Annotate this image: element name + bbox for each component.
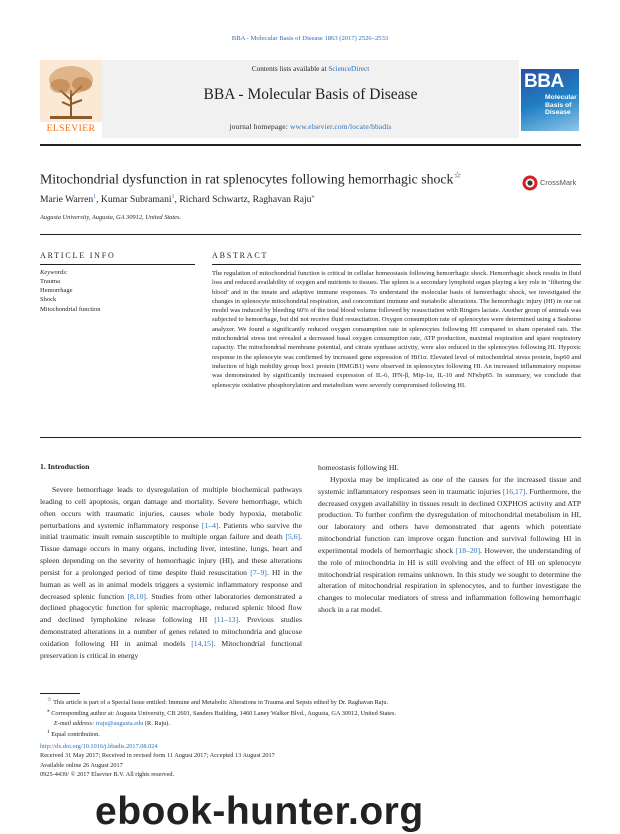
footnote-rule [40,693,80,694]
title-divider [40,234,581,235]
intro-heading: 1. Introduction [40,462,90,471]
online-date: Available online 26 August 2017 [40,761,123,769]
cover-sub-line: Molecular [545,94,577,101]
footnotes [40,696,581,739]
footnote-special-issue: ☆ This article is part of a Special Issue entitled: Immune and Metabolic Alterations in Trauma and Sepsis edited by Dr. Raghavan Raju. [47,697,389,707]
elsevier-logo [40,60,102,138]
citation-link[interactable]: [11–13] [214,615,239,625]
citation-link[interactable]: [5,6] [285,532,301,542]
footnote-equal: $^1$ Equal contribution. [47,729,100,739]
author[interactable]: Marie Warren [40,194,94,206]
publication-info [40,742,275,779]
cover-sub-line: Disease [545,109,571,116]
article-info-rule [40,264,195,265]
contents-line [102,64,519,73]
abstract-heading: ABSTRACT [212,251,269,260]
doi-link[interactable]: http://dx.doi.org/10.1016/j.bbadis.2017.08.024 [40,743,158,750]
cover-sub-line: Basis of [545,101,572,109]
sciencedirect-link[interactable]: ScienceDirect [328,64,370,73]
citation-link[interactable]: [16,17] [502,486,526,496]
abstract-rule [212,264,581,265]
citation-link[interactable]: [7–9] [250,567,267,577]
keywords-list [40,277,100,314]
homepage-prefix: journal homepage: [229,122,291,131]
intro-paragraph: Hypoxia may be implicated as one of the causes for the increased tissue and systemic inflammatory responses seen in traumatic injuries [16,17]. Furthermore, the decreased oxygen availability in tissues result in declined OXPHOS activity and ATP production. To further confirm the dysregulation of mitochondrial metabolism in HI, our laboratory and others have demonstrated that agents which potentiate mitochondrial function can improve organ function and survival following HI in experimental models of hemorrhagic shock [18–20]. However, the understanding of the role of mitochondria in HI is still evolving and the effect of HI on splenocyte mitochondrial respiration remains unknown. In this study we sought to determine the alteration of mitochondrial respiration in splenocytes, and to further investigate the changes to molecular mediators of stress and inflammation following hemorrhagic shock in a rat model. [318,474,581,615]
footnote-corresponding: ⁎ Corresponding author at: Augusta University, CB 2601, Sanders Building, 1460 Laney Walker Blvd., Augusta, GA 30912, United States. [47,708,396,718]
keywords-label: Keywords: [40,269,68,276]
author-separator: , [247,194,253,206]
citation-link[interactable]: [8,10] [127,591,146,601]
abstract-end-rule [40,437,581,438]
keyword: Trauma [40,278,60,285]
homepage-link[interactable]: www.elsevier.com/locate/bbadis [290,122,392,131]
author-mark[interactable]: 1 [171,194,175,200]
homepage-line [102,122,519,131]
author-mark[interactable]: ⁎ [311,194,315,200]
footnote-email: E-mail address: rraju@augusta.edu (R. Raju). [54,719,170,727]
author-list [40,193,314,205]
crossmark-label: CrossMark [540,178,577,187]
journal-citation[interactable]: BBA - Molecular Basis of Disease 1863 (2017) 2526–2533 [231,35,389,42]
abstract-text: The regulation of mitochondrial function is critical in cellular homeostasis following hemorrhagic shock. Hemorrhagic shock results in fluid loss and reduced availability of oxygen and nutrients to tissues. The spleen is a secondary lymphoid organ playing a key role in ‘filtering the blood’ and in the innate and adaptive immune responses. To understand the molecular basis of hemorrhagic shock, we investigated the changes in splenocyte mitochondrial respiration, and concomitant immune and metabolic alterations. The hemorrhagic injury (HI) in our rat model was induced by bleeding 60% of the total blood volume followed by resuscitation with Ringers lactate. Another group of animals was subjected to hemorrhage, but did not receive fluid resuscitation. Oxygen consumption rate of splenocytes were determined using a Seahorse analyzer. We found a significantly reduced oxygen consumption rate in splenocytes following HI compared to sham operated rats. The mitochondrial stress test revealed a decreased basal oxygen consumption rate, ATP production, maximal respiration and spare respiratory capacity. The mitochondrial membrane potential, and citrate synthase activity, were also reduced in the splenocytes following HI. Hypoxic response in the splenocyte was confirmed by increased gene expression of Hif1α. Elevated level of mitochondrial stress protein, hsp60 and induction of high mobility group box1 protein (HMGB1) were observed in splenocytes following HI. An increased inflammatory response was demonstrated by significantly increased expression of IL-6, IFN-β, Mip-1α, IL-10 and NFκbp65. In summary, we conclude that splenocyte oxidative phosphorylation and metabolism were severely compromised following HI. [212,270,581,389]
intro-paragraph: Severe hemorrhage leads to dysregulation of multiple biochemical pathways leading to cell apoptosis, organ damage and mortality. Severe hemorrhage, which often occurs with traumatic injuries, causes whole body hypoxia, metabolic perturbations and systemic inflammatory response [1–4]. Patients who survive the initial traumatic insult remain susceptible to multiple organ failure and death [5,6]. Tissue damage occurs in many organs, including liver, intestine, lungs, heart and spleen depending on the severity of hemorrhagic injury (HI), and these alterations persist for a prolonged period of time despite fluid resuscitation [7–9]. HI in the human as well as in animal models triggers a systemic inflammatory response and decreased splenic function [8,10]. Studies from other laboratories demonstrated a declined phagocytic function for splenic macrophage, reduced splenic blood flow and declined lymphokine release following HI [11–13]. Previous studies demonstrated alterations in a number of genes related to mitochondria and glucose oxidation following HI in animal models [14,15]. Mitochondrial functional preservation is critical in energy [40,485,303,660]
contents-prefix: Contents lists available at [251,64,329,73]
intro-left-column [40,484,302,662]
copyright: 0925-4439/ © 2017 Elsevier B.V. All rights reserved. [40,770,175,778]
elsevier-wordmark: ELSEVIER [46,124,96,134]
crossmark-icon [522,175,538,191]
intro-paragraph: homeostasis following HI. [318,463,399,472]
intro-right-column [318,462,581,616]
elsevier-tree-icon [40,60,102,122]
keyword: Mitochondrial function [40,305,101,313]
author[interactable]: Richard Schwartz [179,194,248,206]
citation-link[interactable]: [1–4] [201,520,219,530]
article-title [40,170,500,188]
author-separator: , [96,194,101,206]
keyword: Shock [40,296,57,304]
journal-cover [521,69,579,131]
author[interactable]: Raghavan Raju [252,194,312,206]
cover-title: BBA [524,71,564,92]
journal-title: BBA - Molecular Basis of Disease [203,86,418,103]
article-title-text: Mitochondrial dysfunction in rat splenocytes following hemorrhagic shock [40,171,454,187]
masthead-band [102,60,519,138]
author-mark[interactable]: 1 [93,194,97,200]
received-dates: Received 31 May 2017; Received in revised form 11 August 2017; Accepted 13 August 2017 [40,752,275,760]
email-link[interactable]: rraju@augusta.edu [95,719,144,727]
author[interactable]: Kumar Subramani [100,194,172,206]
affiliation: Augusta University, Augusta, GA 30912, United States. [40,214,182,221]
citation-link[interactable]: [14,15] [191,638,214,648]
article-info-heading: ARTICLE INFO [40,251,116,260]
keyword: Hemorrhage [40,287,73,295]
author-separator: , [174,194,180,206]
crossmark-badge[interactable] [522,175,582,193]
header-divider [40,144,581,146]
citation-link[interactable]: [18–20] [455,545,481,555]
journal-masthead [40,60,581,138]
title-footnote-mark[interactable]: ☆ [453,170,462,180]
watermark: ebook-hunter.org [95,790,424,833]
cover-subtitle [545,94,577,117]
